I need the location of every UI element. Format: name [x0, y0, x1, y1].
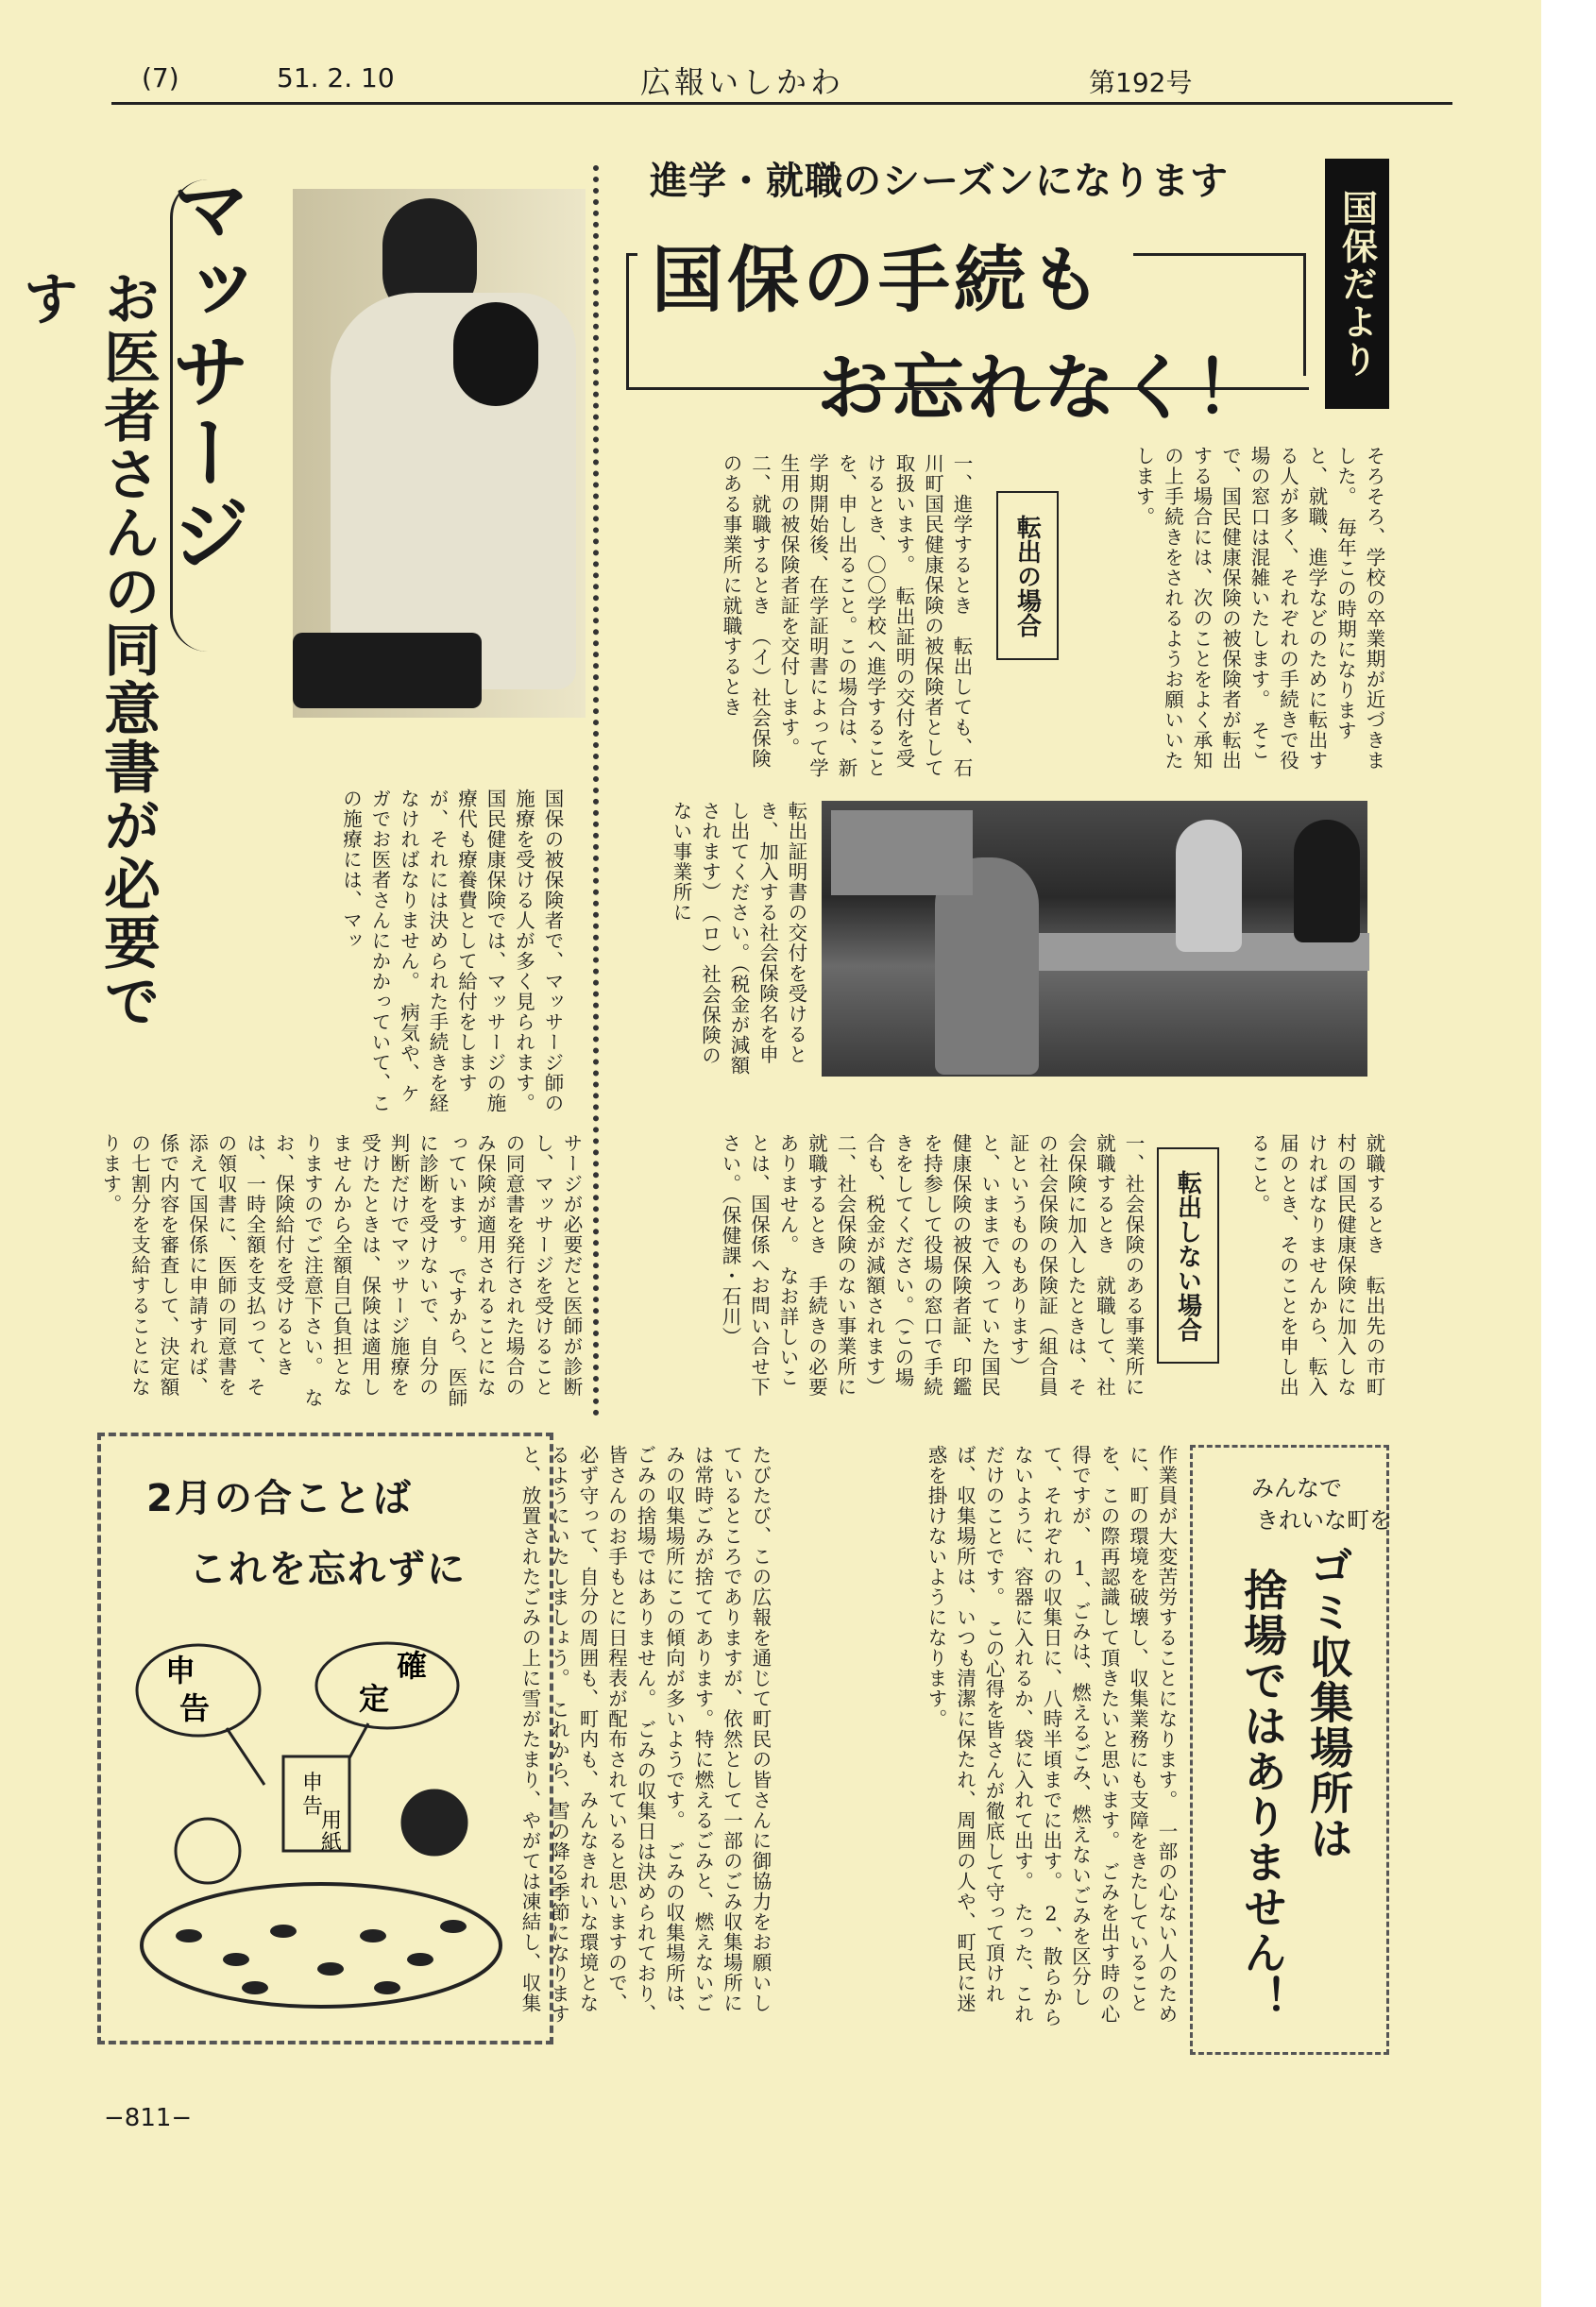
kokuho-tag-text: 国保だより — [1335, 189, 1378, 379]
kokuho-intro: そろそろ、学校の卒業期が近づきました。 毎年この時期になりますと、就職、進学などのために転出する人が多く、それぞれの手続きで役場の窓口は混雑いたします。 そこで、国民健康保険の被保険者が転出する場合には、次のことをよく承知の上手続きをされるようお願いいたします。 — [1132, 446, 1385, 771]
issue-number: 第192号 — [1089, 67, 1193, 98]
board-char-1: 申 — [302, 1772, 324, 1795]
bubble-1-char-1: 申 — [165, 1653, 196, 1688]
illustration — [123, 1634, 519, 2021]
photo-window — [831, 810, 973, 895]
bubble-1-char-2: 告 — [179, 1690, 211, 1726]
not-tenshutsu-label-text: 転出しない場合 — [1173, 1169, 1202, 1342]
massage-photo — [293, 189, 586, 718]
gomi-body-2: 作業員が大変苦労することになります。 一部の心ない人のために、町の環境を破壊し、収集業務にも支障をきたしていることを、この際再認識して頂きたいと思います。 ごみを出す時の心得ですが、 1、ごみは、燃えるごみ、燃えないごみを区分して、それぞれの収集日に、八時半頃までに出す。 2、散らからないように、容器に入れるか、袋に入れて出す。 たった、これだけのことです。 この心得を皆さんが徹底して守って頂ければ、収集場所は、いつも清潔に保たれ、周囲の人や、町民に迷惑を掛けないようになります。 — [925, 1445, 1178, 2027]
headline-frame-right — [1303, 253, 1306, 376]
massage-photo-shadow — [293, 633, 482, 708]
kotatsu-illustration — [123, 1634, 519, 2021]
massage-body-2: サージが必要だと医師が診断し、マッサージを受けることの同意書を発行された場合のみ保険が適用されることになっています。 ですから、医師に診断を受けないで、自分の判断だけでマッサージ施療を受けたときは、保険は適用しませんから全額自己負担となりますのでご注意下さい。 なお、保険給付を受けるときは、一時全額を支払って、その領収書に、医師の同意書を添えて国保係に申請すれば、係で内容を審査して、決定額の七割分を支給することになります。 — [99, 1133, 583, 1408]
bubble-2-char-2: 定 — [359, 1681, 390, 1717]
gomi-title-1: ゴミ収集場所は — [1303, 1544, 1354, 1861]
bubble-2-char-1: 確 — [397, 1648, 428, 1684]
photo-person-2 — [1176, 820, 1242, 952]
gomi-lead-1: みんなで — [1251, 1475, 1342, 1501]
kokuho-mid: 転出証明書の交付を受けるとき、加入する社会保険名を申し出てください。（税金が減額されます） （ロ）社会保険のない事業所に — [670, 801, 807, 1076]
kokuho-subtitle: 進学・就職のシーズンになります — [650, 160, 1229, 203]
board-char-3: 用 — [321, 1809, 343, 1833]
not-tenshutsu-body: 一、社会保険のある事業所に就職するとき 就職して、社会保険に加入したときは、その社会保険の保険証（組合員証というものもあります）と、いままで入っていた国民健康保険の被保険者証、印鑑を持参して役場の窓口で手続きをしてください。（この場合も、税金が減額されます） 二、社会保険のない事業所に就職するとき 手続きの必要ありません。 なお詳しいことは、国保係へお問い合せ下さい。（保健課・石川） — [719, 1133, 1145, 1408]
tenshutsu-label-text: 転出の場合 — [1012, 514, 1042, 637]
massage-title-bracket-l — [170, 179, 263, 652]
issue-no: (7) — [142, 62, 179, 93]
gomi-title-2: 捨場ではありません！ — [1237, 1568, 1288, 2021]
headline-1: 国保の手続も — [652, 238, 1105, 322]
gomi-lead-2: きれいな町を — [1256, 1507, 1392, 1534]
gomi-body-1: たびたび、この広報を通じて町民の皆さんに御協力をお願いしているところでありますが、依然として一部のごみ収集場所には常時ごみが捨ててあります。特に燃えるごみと、燃えないごみの収集場所にこの傾向が多いようです。 ごみの収集場所は、ごみの捨場ではありません。 ごみの収集日は決められており、皆さんのお手もとに日程表が配布されていると思いますので、必ず守って、自分の周囲も、町内も、みんなきれいな環境となるようにいたしましょう。 これから、雪の降る季節になりますと、放置されたごみの上に雪がたまり、やがては凍結し、収集 — [518, 1445, 772, 2025]
column-divider — [593, 165, 599, 1416]
board-char-2: 告 — [302, 1795, 324, 1819]
page-number: −811− — [104, 2104, 193, 2132]
photo-person-3 — [1294, 820, 1360, 942]
tenshutsu-label — [996, 491, 1059, 660]
not-tenshutsu-label — [1157, 1147, 1219, 1364]
board-char-4: 紙 — [321, 1831, 343, 1855]
office-photo — [822, 801, 1367, 1077]
headline-frame-top — [626, 253, 637, 256]
issue-date: 51. 2. 10 — [277, 62, 395, 93]
aikotoba-line-1: 2月の合ことば — [146, 1477, 413, 1520]
tenshutsu-body: 一、進学するとき 転出しても、石川町国民健康保険の被保険者として取扱います。 転出証明の交付を受けるとき、〇〇学校へ進学することを、申し出ること。この場合は、新学期開始後、在学証明書によって学生用の被保険者証を交付します。 二、就職するとき （イ）社会保険のある事業所に就職するとき — [720, 453, 973, 778]
publication-title: 広報いしかわ — [640, 64, 845, 100]
massage-body-1: 国保の被保険者で、マッサージ師の施療を受ける人が多く見られます。 国民健康保険では、マッサージの施療代も療養費として給付をしますが、それには決められた手続きを経なければなりません。 病気や、ケガでお医者さんにかかっていて、この施療には、マッ — [339, 789, 564, 1125]
headline-2: お忘れなく！ — [817, 346, 1270, 430]
massage-title-text: マッサージ — [159, 168, 251, 574]
kokuho-tag — [1325, 159, 1389, 409]
header-rule — [111, 102, 1452, 105]
shushoku-text: 就職するとき 転出先の市町村の国民健康保険に加入しなければなりませんから、転入届のとき、そのことを申し出ること。 — [1248, 1133, 1385, 1398]
page-header — [111, 55, 1452, 104]
aikotoba-line-2: これを忘れずに — [189, 1548, 467, 1591]
massage-photo-patient — [453, 302, 538, 406]
headline-frame-right-top — [1133, 253, 1306, 256]
massage-subtitle: お医者さんの同意書が必要です — [13, 269, 161, 1030]
